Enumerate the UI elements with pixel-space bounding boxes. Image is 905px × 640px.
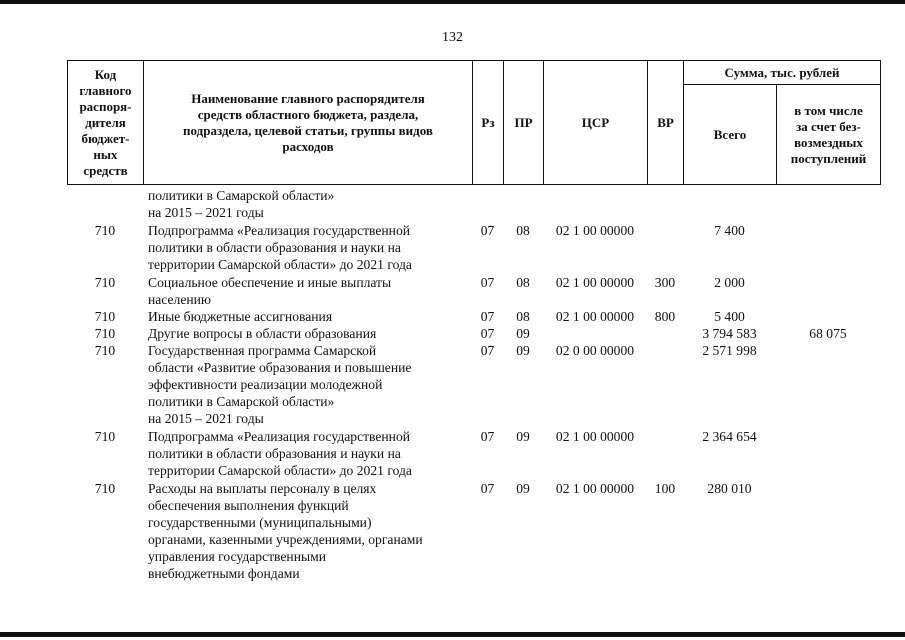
bottom-rule xyxy=(0,632,905,637)
table-row xyxy=(67,325,880,342)
kod-line: распоря- xyxy=(79,98,132,114)
row-total: 2 364 654 xyxy=(702,429,757,444)
row-pr xyxy=(503,187,543,221)
kod-line: главного xyxy=(79,82,132,98)
row-pr: 09 xyxy=(516,429,530,444)
kod-line: Код xyxy=(94,66,117,82)
row-csr: 02 1 00 00000 xyxy=(555,309,635,324)
row-pr: 08 xyxy=(516,223,530,238)
table-body xyxy=(67,187,880,582)
row-name-line: Подпрограмма «Реализация государственной xyxy=(148,223,411,238)
row-vr xyxy=(647,342,683,427)
row-pr: 08 xyxy=(516,275,530,290)
row-name xyxy=(143,308,472,325)
row-vr xyxy=(647,187,683,221)
incl-line: в том числе xyxy=(794,102,863,118)
row-free xyxy=(776,480,880,582)
incl-line: поступлений xyxy=(790,150,867,166)
row-name-line: обеспечения выполнения функций xyxy=(148,498,349,513)
row-rz: 07 xyxy=(480,326,495,341)
table-header xyxy=(67,60,881,185)
row-free xyxy=(776,274,880,308)
row-free xyxy=(776,187,880,221)
row-vr xyxy=(647,325,683,342)
row-kod: 710 xyxy=(94,275,116,290)
row-total xyxy=(683,187,776,221)
row-kod: 710 xyxy=(94,326,116,341)
header-name xyxy=(144,61,473,185)
row-vr xyxy=(647,428,683,479)
top-rule xyxy=(0,0,905,4)
hname-line: Наименование главного распорядителя xyxy=(191,90,425,106)
row-name-line: политики в области образования и науки на xyxy=(148,446,401,461)
row-csr: 02 1 00 00000 xyxy=(555,275,635,290)
row-name-line: Другие вопросы в области образования xyxy=(148,326,377,341)
kod-line: ных xyxy=(93,146,118,162)
row-name xyxy=(143,480,472,582)
row-total: 5 400 xyxy=(714,309,745,324)
header-total: Всего xyxy=(684,85,777,185)
row-csr: 02 1 00 00000 xyxy=(555,429,635,444)
hname-line: средств областного бюджета, раздела, xyxy=(197,106,419,122)
row-free xyxy=(776,308,880,325)
row-name xyxy=(143,428,472,479)
row-kod: 710 xyxy=(94,343,116,358)
row-rz xyxy=(472,187,503,221)
row-csr: 02 1 00 00000 xyxy=(555,481,635,496)
row-vr: 100 xyxy=(654,481,676,496)
row-kod: 710 xyxy=(94,481,116,496)
row-rz: 07 xyxy=(480,309,495,324)
row-free xyxy=(776,428,880,479)
table-row xyxy=(67,274,880,308)
row-total: 7 400 xyxy=(714,223,745,238)
row-pr: 09 xyxy=(516,481,530,496)
row-total: 2 000 xyxy=(714,275,745,290)
table-row xyxy=(67,222,880,273)
kod-line: дителя xyxy=(85,114,126,130)
row-pr: 09 xyxy=(516,343,530,358)
row-name-line: Иные бюджетные ассигнования xyxy=(148,309,333,324)
row-name-line: на 2015 – 2021 годы xyxy=(148,205,264,220)
row-name-line: политики в Самарской области» xyxy=(148,188,335,203)
table-row xyxy=(67,428,880,479)
row-total: 280 010 xyxy=(707,481,752,496)
row-total: 3 794 583 xyxy=(702,326,757,341)
kod-line: средств xyxy=(83,162,128,178)
row-free: 68 075 xyxy=(809,326,847,341)
table-row xyxy=(67,187,880,221)
row-name-line: территории Самарской области» до 2021 года xyxy=(148,257,412,272)
kod-line: бюджет- xyxy=(81,130,130,146)
header-kod xyxy=(68,61,144,185)
row-csr xyxy=(543,187,647,221)
row-name-line: на 2015 – 2021 годы xyxy=(148,411,264,426)
row-csr: 02 1 00 00000 xyxy=(555,223,635,238)
incl-line: возмездных xyxy=(794,134,863,150)
row-name-line: области «Развитие образования и повышение xyxy=(148,360,412,375)
row-name-line: политики в Самарской области» xyxy=(148,394,335,409)
hname-line: расходов xyxy=(282,138,334,154)
row-name-line: управления государственными xyxy=(148,549,326,564)
header-vr: ВР xyxy=(648,61,684,185)
row-name-line: политики в области образования и науки на xyxy=(148,240,401,255)
row-rz: 07 xyxy=(480,223,495,238)
row-name-line: государственными (муниципальными) xyxy=(148,515,372,530)
row-pr: 08 xyxy=(516,309,530,324)
row-rz: 07 xyxy=(480,429,495,444)
row-pr: 09 xyxy=(516,326,530,341)
row-rz: 07 xyxy=(480,275,495,290)
row-kod: 710 xyxy=(94,223,116,238)
row-rz: 07 xyxy=(480,481,495,496)
table-row xyxy=(67,342,880,427)
row-name xyxy=(143,274,472,308)
header-incl xyxy=(777,85,881,185)
row-vr: 300 xyxy=(654,275,676,290)
row-name-line: органами, казенными учреждениями, органами xyxy=(148,532,423,547)
row-name-line: Расходы на выплаты персоналу в целях xyxy=(148,481,377,496)
row-vr: 800 xyxy=(654,309,676,324)
row-csr xyxy=(543,325,647,342)
header-summa: Сумма, тыс. рублей xyxy=(684,61,881,85)
row-name-line: территории Самарской области» до 2021 года xyxy=(148,463,412,478)
row-kod: 710 xyxy=(94,429,116,444)
row-name-line: населению xyxy=(148,292,212,307)
row-free xyxy=(776,342,880,427)
table-row xyxy=(67,308,880,325)
row-kod xyxy=(67,187,143,221)
row-rz: 07 xyxy=(480,343,495,358)
header-pr: ПР xyxy=(504,61,544,185)
row-name-line: Государственная программа Самарской xyxy=(148,343,377,358)
row-name-line: Социальное обеспечение и иные выплаты xyxy=(148,275,392,290)
row-total: 2 571 998 xyxy=(702,343,757,358)
row-name xyxy=(143,222,472,273)
table-row xyxy=(67,480,880,582)
row-name xyxy=(143,342,472,427)
hname-line: подраздела, целевой статьи, группы видов xyxy=(183,122,433,138)
row-name xyxy=(143,325,472,342)
row-name-line: внебюджетными фондами xyxy=(148,566,300,581)
row-free xyxy=(776,222,880,273)
row-kod: 710 xyxy=(94,309,116,324)
incl-line: за счет без- xyxy=(796,118,861,134)
row-name-line: Подпрограмма «Реализация государственной xyxy=(148,429,411,444)
row-name xyxy=(143,187,472,221)
header-csr: ЦСР xyxy=(544,61,648,185)
page-number: 132 xyxy=(442,30,463,45)
row-csr: 02 0 00 00000 xyxy=(555,343,635,358)
row-name-line: эффективности реализации молодежной xyxy=(148,377,383,392)
header-rz: Рз xyxy=(473,61,504,185)
row-vr xyxy=(647,222,683,273)
